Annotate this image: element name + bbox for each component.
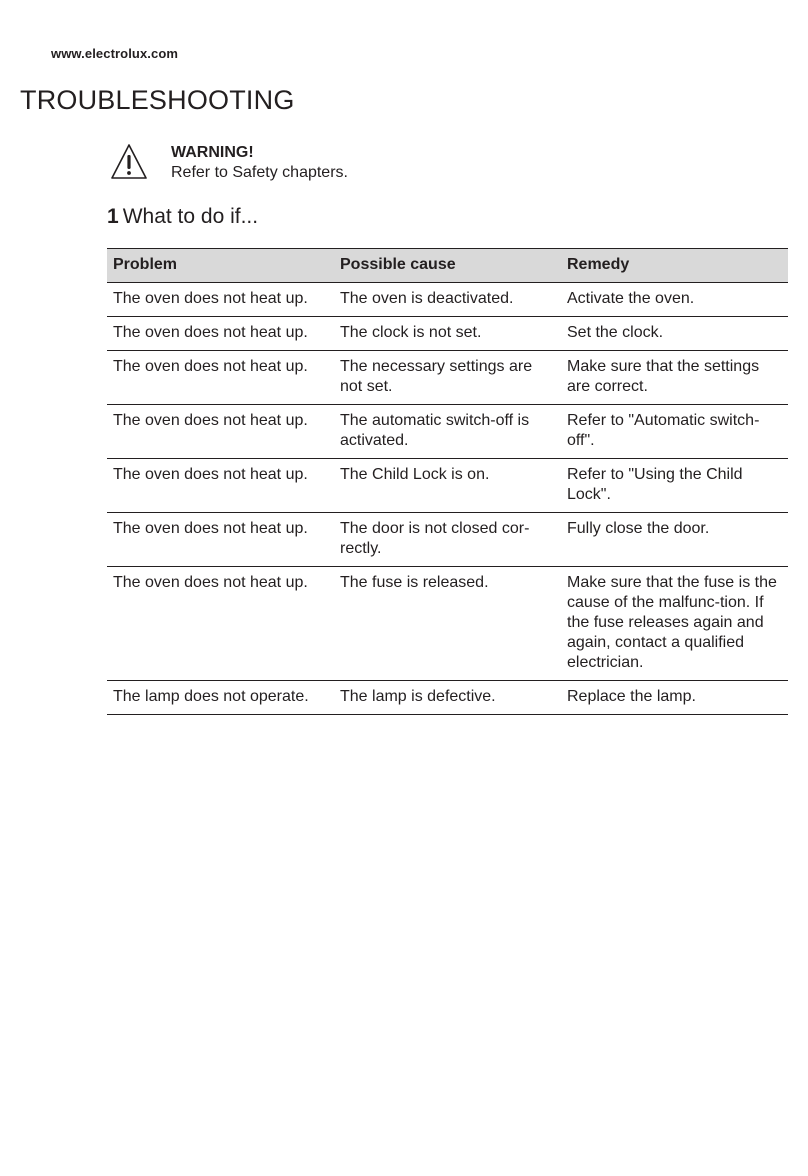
cause-cell: The lamp is defective. bbox=[334, 681, 561, 715]
problem-cell: The oven does not heat up. bbox=[107, 513, 334, 567]
table-row bbox=[107, 283, 788, 317]
warning-title: WARNING! bbox=[171, 144, 254, 161]
problem-cell: The oven does not heat up. bbox=[107, 459, 334, 513]
table-row bbox=[107, 681, 788, 715]
cause-cell: The clock is not set. bbox=[334, 317, 561, 351]
table-row bbox=[107, 459, 788, 513]
problem-cell: The oven does not heat up. bbox=[107, 283, 334, 317]
remedy-cell: Activate the oven. bbox=[561, 283, 788, 317]
warning-triangle-icon bbox=[110, 143, 148, 181]
cause-cell: The fuse is released. bbox=[334, 567, 561, 681]
cause-cell: The Child Lock is on. bbox=[334, 459, 561, 513]
table-row bbox=[107, 351, 788, 405]
column-header-cause: Possible cause bbox=[334, 249, 561, 283]
page-title: TROUBLESHOOTING bbox=[20, 85, 295, 115]
cause-cell: The necessary settings are not set. bbox=[334, 351, 561, 405]
problem-cell: The oven does not heat up. bbox=[107, 567, 334, 681]
remedy-cell: Refer to "Using the Child Lock". bbox=[561, 459, 788, 513]
column-header-remedy: Remedy bbox=[561, 249, 788, 283]
table-row bbox=[107, 513, 788, 567]
problem-cell: The oven does not heat up. bbox=[107, 317, 334, 351]
remedy-cell: Set the clock. bbox=[561, 317, 788, 351]
warning-text: Refer to Safety chapters. bbox=[171, 164, 348, 181]
table-row bbox=[107, 405, 788, 459]
cause-cell: The oven is deactivated. bbox=[334, 283, 561, 317]
column-header-problem: Problem bbox=[107, 249, 334, 283]
site-url[interactable]: www.electrolux.com bbox=[51, 46, 179, 61]
remedy-cell: Refer to "Automatic switch-off". bbox=[561, 405, 788, 459]
table-row bbox=[107, 317, 788, 351]
troubleshooting-table bbox=[107, 248, 788, 715]
problem-cell: The lamp does not operate. bbox=[107, 681, 334, 715]
table-header-row bbox=[107, 249, 788, 283]
problem-cell: The oven does not heat up. bbox=[107, 405, 334, 459]
remedy-cell: Replace the lamp. bbox=[561, 681, 788, 715]
table-row bbox=[107, 567, 788, 681]
remedy-cell: Make sure that the settings are correct. bbox=[561, 351, 788, 405]
section-number: 1 bbox=[107, 205, 119, 228]
remedy-cell: Make sure that the fuse is the cause of the malfunc-tion. If the fuse releases again and again, contact a qualified electrician. bbox=[561, 567, 788, 681]
cause-cell: The automatic switch-off is activated. bbox=[334, 405, 561, 459]
section-heading bbox=[107, 205, 258, 229]
problem-cell: The oven does not heat up. bbox=[107, 351, 334, 405]
cause-cell: The door is not closed cor-rectly. bbox=[334, 513, 561, 567]
section-title: What to do if... bbox=[122, 205, 259, 228]
remedy-cell: Fully close the door. bbox=[561, 513, 788, 567]
